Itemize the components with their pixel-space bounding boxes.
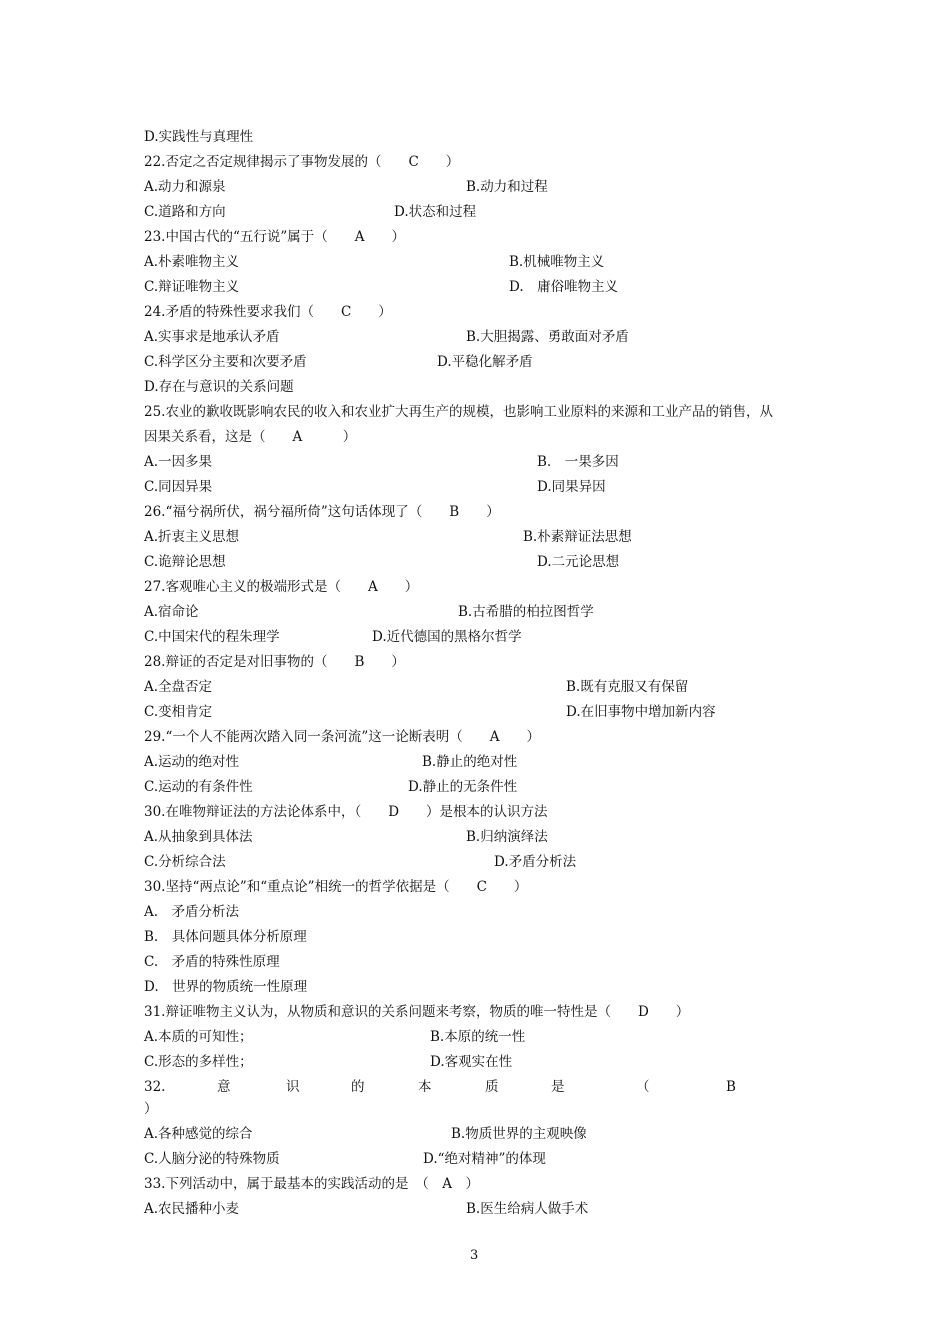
q32-char: 识: [286, 1079, 300, 1095]
option-a: A.从抽象到具体法: [144, 829, 253, 845]
option-a: A.运动的绝对性: [144, 754, 240, 770]
option-c: C.同因异果: [144, 479, 213, 495]
question-25: 25.农业的歉收既影响农民的收入和农业扩大再生产的规模，也影响工业原料的来源和工业产品的销售，从: [144, 404, 773, 420]
question-32: 32.: [144, 1079, 166, 1095]
option-c: C.道路和方向: [144, 204, 226, 220]
option-c: C.中国宋代的程朱理学: [144, 629, 280, 645]
option-c: C.辩证唯物主义: [144, 279, 240, 295]
option-b: B.静止的绝对性: [422, 754, 518, 770]
q32-char: 意: [217, 1079, 231, 1095]
option-a: A.实事求是地承认矛盾: [144, 329, 280, 345]
option-d: D.同果异因: [537, 479, 606, 495]
question-30b: 30.坚持“两点论”和“重点论”相统一的哲学依据是（ C ）: [144, 879, 528, 895]
option-c: C.人脑分泌的特殊物质: [144, 1151, 280, 1167]
q32-char: 的: [351, 1079, 365, 1095]
text-line: D.实践性与真理性: [144, 129, 254, 145]
q32-char: 是: [551, 1079, 565, 1095]
option-a: A.朴素唯物主义: [144, 254, 240, 270]
question-30: 30.在唯物辩证法的方法论体系中，（ D ）是根本的认识方法: [144, 804, 548, 820]
option-b: B.归纳演绎法: [466, 829, 548, 845]
option-c: C. 矛盾的特殊性原理: [144, 954, 280, 970]
option-c: C.科学区分主要和次要矛盾: [144, 354, 307, 370]
option-a: A.宿命论: [144, 604, 199, 620]
option-d: D. 世界的物质统一性原理: [144, 979, 308, 995]
option-c: C.运动的有条件性: [144, 779, 253, 795]
question-25-cont: 因果关系看，这是（ A ）: [144, 429, 357, 445]
option-b: B.古希腊的柏拉图哲学: [458, 604, 594, 620]
option-d: D.二元论思想: [537, 554, 620, 570]
question-26: 26.“福兮祸所伏，祸兮福所倚”这句话体现了（ B ）: [144, 504, 500, 520]
option-a: A.动力和源泉: [144, 179, 226, 195]
option-d: D.状态和过程: [394, 204, 477, 220]
option-c: C.形态的多样性；: [144, 1054, 253, 1070]
question-24: 24.矛盾的特殊性要求我们（ C ）: [144, 304, 392, 320]
option-b: B. 具体问题具体分析原理: [144, 929, 307, 945]
option-c: C.诡辩论思想: [144, 554, 226, 570]
option-b: B.朴素辩证法思想: [523, 529, 632, 545]
option-b: B.本原的统一性: [430, 1029, 526, 1045]
option-a: A.本质的可知性；: [144, 1029, 253, 1045]
option-d: D.静止的无条件性: [408, 779, 518, 795]
option-a: A.全盘否定: [144, 679, 213, 695]
option-d: D.近代德国的黑格尔哲学: [372, 629, 522, 645]
option-a: A.折衷主义思想: [144, 529, 240, 545]
option-c: C.变相肯定: [144, 704, 213, 720]
option-b: B. 一果多因: [537, 454, 619, 470]
q32-char: 质: [485, 1079, 499, 1095]
question-33: 33.下列活动中，属于最基本的实践活动的是 （ A ）: [144, 1176, 479, 1192]
option-a: A.一因多果: [144, 454, 213, 470]
option-d: D.“绝对精神”的体现: [423, 1151, 546, 1167]
option-b: B.既有克服又有保留: [566, 679, 689, 695]
option-a: A. 矛盾分析法: [144, 904, 240, 920]
q32-char: （: [636, 1079, 650, 1095]
option-d: D. 庸俗唯物主义: [509, 279, 619, 295]
option-a: A.各种感觉的综合: [144, 1126, 253, 1142]
question-27: 27.客观唯心主义的极端形式是（ A ）: [144, 579, 419, 595]
q32-answer: B: [726, 1079, 736, 1095]
option-d-extra: D.存在与意识的关系问题: [144, 379, 294, 395]
option-c: C.分析综合法: [144, 854, 226, 870]
option-a: A.农民播种小麦: [144, 1201, 240, 1217]
option-d: D.在旧事物中增加新内容: [566, 704, 716, 720]
option-d: D.客观实在性: [430, 1054, 513, 1070]
q32-close-paren: ）: [144, 1101, 158, 1117]
page-number: 3: [470, 1248, 479, 1263]
q32-char: 本: [418, 1079, 432, 1095]
question-22: 22.否定之否定规律揭示了事物发展的（ C ）: [144, 154, 460, 170]
option-b: B.机械唯物主义: [509, 254, 605, 270]
option-d: D.平稳化解矛盾: [437, 354, 533, 370]
option-b: B.物质世界的主观映像: [451, 1126, 587, 1142]
question-29: 29.“一个人不能两次踏入同一条河流”这一论断表明（ A ）: [144, 729, 541, 745]
question-23: 23.中国古代的“五行说”属于（ A ）: [144, 229, 406, 245]
option-b: B.医生给病人做手术: [466, 1201, 589, 1217]
question-31: 31.辩证唯物主义认为，从物质和意识的关系问题来考察，物质的唯一特性是（ D ）: [144, 1004, 690, 1020]
option-d: D.矛盾分析法: [494, 854, 577, 870]
option-b: B.大胆揭露、勇敢面对矛盾: [466, 329, 629, 345]
question-28: 28.辩证的否定是对旧事物的（ B ）: [144, 654, 405, 670]
option-b: B.动力和过程: [466, 179, 548, 195]
